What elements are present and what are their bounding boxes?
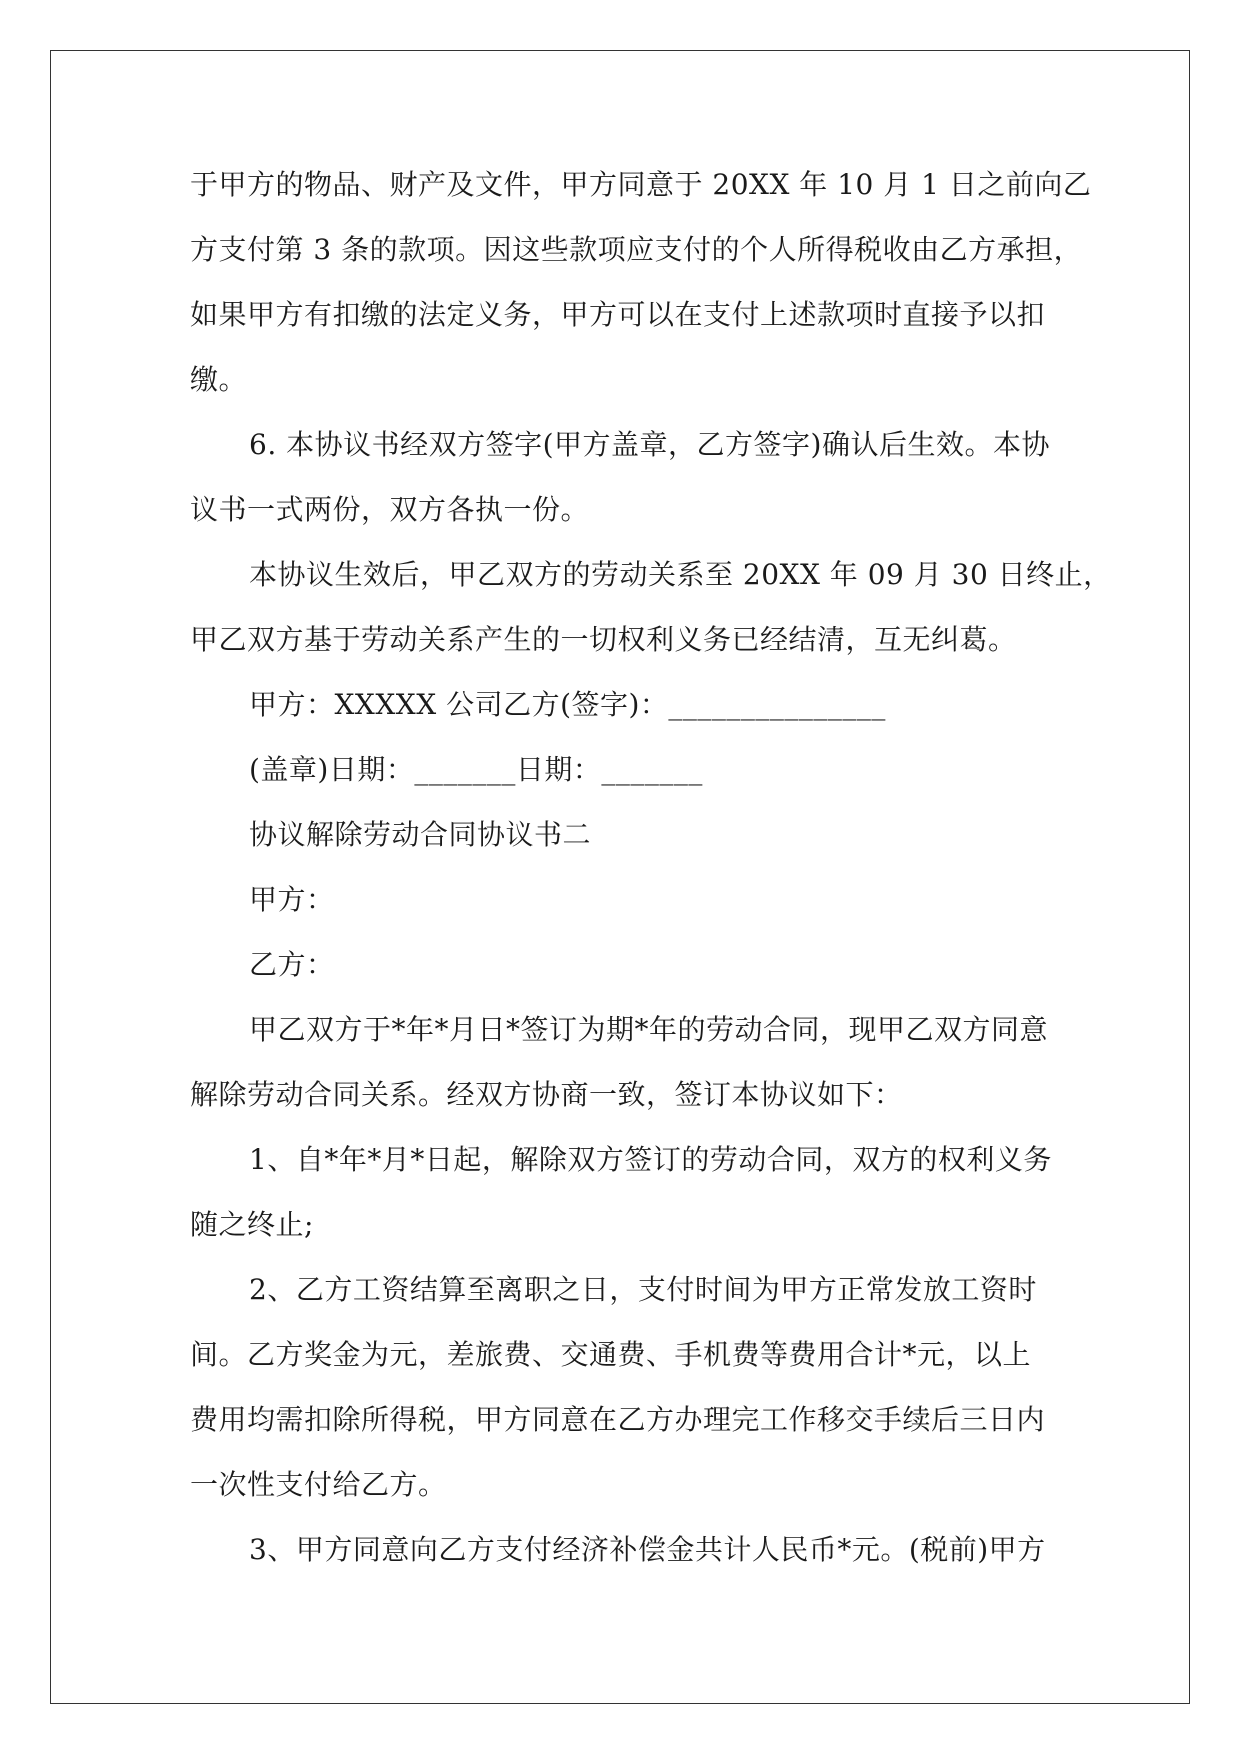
text-line: 6. 本协议书经双方签字(甲方盖章，乙方签字)确认后生效。本协 <box>249 428 1050 461</box>
text-line: 议书一式两份，双方各执一份。 <box>190 493 590 526</box>
text-line: 费用均需扣除所得税，甲方同意在乙方办理完工作移交手续后三日内 <box>190 1403 1046 1436</box>
text-line: 一次性支付给乙方。 <box>190 1468 447 1501</box>
text-line: 2、乙方工资结算至离职之日，支付时间为甲方正常发放工资时 <box>249 1273 1037 1306</box>
text-line: 甲乙双方于*年*月日*签订为期*年的劳动合同，现甲乙双方同意 <box>249 1013 1049 1046</box>
text-line: 随之终止; <box>190 1208 314 1241</box>
text-line: 于甲方的物品、财产及文件，甲方同意于 20XX 年 10 月 1 日之前向乙 <box>190 168 1092 201</box>
party-b-label: 乙方： <box>249 948 335 981</box>
text-line: 甲乙双方基于劳动关系产生的一切权利义务已经结清，互无纠葛。 <box>190 623 1017 656</box>
text-line: 缴。 <box>190 363 248 396</box>
text-line: 本协议生效后，甲乙双方的劳动关系至 20XX 年 09 月 30 日终止， <box>249 558 1112 591</box>
signature-date-line: (盖章)日期：_______日期：_______ <box>249 753 703 786</box>
signature-line-party-a: 甲方：XXXXX 公司乙方(签字)：_______________ <box>249 688 886 721</box>
party-a-label: 甲方： <box>249 883 335 916</box>
text-line: 3、甲方同意向乙方支付经济补偿金共计人民币*元。(税前)甲方 <box>249 1533 1046 1566</box>
text-line: 间。乙方奖金为元，差旅费、交通费、手机费等费用合计*元，以上 <box>190 1338 1032 1371</box>
text-line: 如果甲方有扣缴的法定义务，甲方可以在支付上述款项时直接予以扣 <box>190 298 1046 331</box>
section-heading: 协议解除劳动合同协议书二 <box>249 818 592 851</box>
text-line: 方支付第 3 条的款项。因这些款项应支付的个人所得税收由乙方承担， <box>190 233 1083 266</box>
text-line: 1、自*年*月*日起，解除双方签订的劳动合同，双方的权利义务 <box>249 1143 1052 1176</box>
text-line: 解除劳动合同关系。经双方协商一致，签订本协议如下： <box>190 1078 903 1111</box>
